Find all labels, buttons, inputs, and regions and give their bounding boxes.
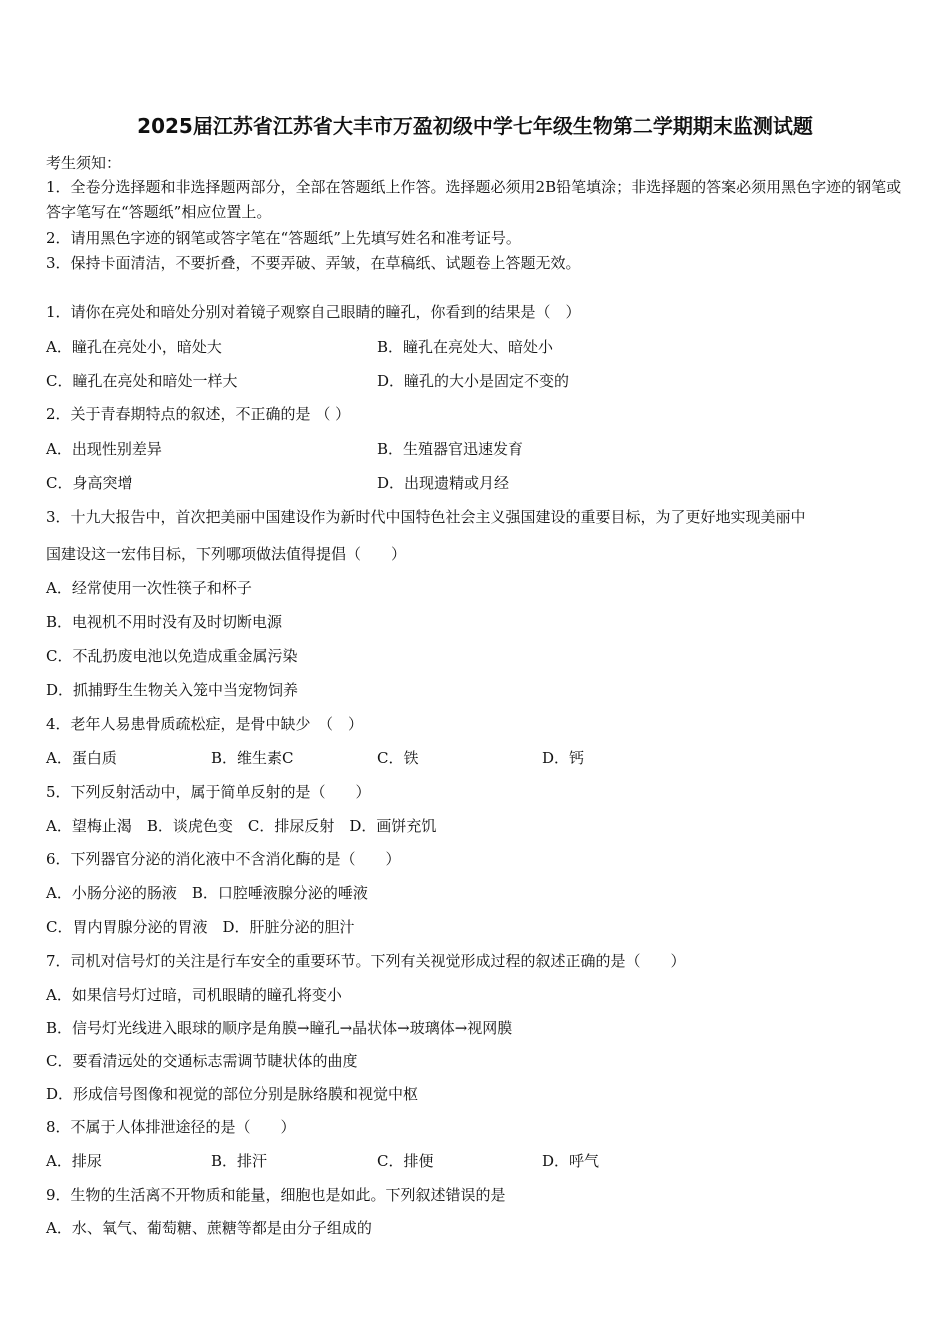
q7-option-b[interactable]: B．信号灯光线进入眼球的顺序是角膜→瞳孔→晶状体→玻璃体→视网膜 — [46, 1019, 513, 1037]
notice-item-2: 2．请用黑色字迹的钢笔或答字笔在“答题纸”上先填写姓名和准考证号。 — [46, 229, 521, 247]
q3-option-a[interactable]: A．经常使用一次性筷子和杯子 — [46, 579, 252, 597]
notice-item-3: 3．保持卡面清洁，不要折叠，不要弄破、弄皱，在草稿纸、试题卷上答题无效。 — [46, 254, 581, 272]
page-title: 2025届江苏省江苏省大丰市万盈初级中学七年级生物第二学期期末监测试题 — [137, 114, 813, 138]
question-5-stem: 5．下列反射活动中，属于简单反射的是（ ） — [46, 783, 371, 801]
q4-option-d[interactable]: D．钙 — [542, 749, 585, 767]
q7-option-a[interactable]: A．如果信号灯过暗，司机眼睛的瞳孔将变小 — [46, 986, 342, 1004]
q4-option-b[interactable]: B．维生素C — [211, 749, 294, 767]
q8-option-a[interactable]: A．排尿 — [46, 1152, 102, 1170]
question-8-stem: 8．不属于人体排泄途径的是（ ） — [46, 1118, 296, 1136]
question-9-stem: 9．生物的生活离不开物质和能量，细胞也是如此。下列叙述错误的是 — [46, 1186, 506, 1204]
q1-option-a[interactable]: A．瞳孔在亮处小，暗处大 — [46, 338, 222, 356]
q7-option-d[interactable]: D．形成信号图像和视觉的部位分别是脉络膜和视觉中枢 — [46, 1085, 419, 1103]
q4-option-a[interactable]: A．蛋白质 — [46, 749, 117, 767]
q8-option-c[interactable]: C．排便 — [377, 1152, 434, 1170]
q6-options-line2[interactable]: C．胃内胃腺分泌的胃液 D．肝脏分泌的胆汁 — [46, 918, 355, 936]
question-7-stem: 7．司机对信号灯的关注是行车安全的重要环节。下列有关视觉形成过程的叙述正确的是（ ） — [46, 952, 686, 970]
q3-option-c[interactable]: C．不乱扔废电池以免造成重金属污染 — [46, 647, 298, 665]
q9-option-a[interactable]: A．水、氧气、葡萄糖、蔗糖等都是由分子组成的 — [46, 1219, 372, 1237]
q2-option-c[interactable]: C．身高突增 — [46, 474, 133, 492]
q6-options-line1[interactable]: A．小肠分泌的肠液 B．口腔唾液腺分泌的唾液 — [46, 884, 368, 902]
q8-option-b[interactable]: B．排汗 — [211, 1152, 268, 1170]
q2-option-a[interactable]: A．出现性别差异 — [46, 440, 162, 458]
question-3-stem-line1: 3．十九大报告中，首次把美丽中国建设作为新时代中国特色社会主义强国建设的重要目标，为了更好地实现美丽中 — [46, 508, 806, 526]
q2-option-b[interactable]: B．生殖器官迅速发育 — [377, 440, 524, 458]
question-3-stem-line2: 国建设这一宏伟目标，下列哪项做法值得提倡（ ） — [46, 545, 407, 563]
q3-option-d[interactable]: D．抓捕野生生物关入笼中当宠物饲养 — [46, 681, 299, 699]
question-2-stem: 2．关于青春期特点的叙述，不正确的是 （ ） — [46, 405, 351, 423]
question-6-stem: 6．下列器官分泌的消化液中不含消化酶的是（ ） — [46, 850, 401, 868]
q3-option-b[interactable]: B．电视机不用时没有及时切断电源 — [46, 613, 283, 631]
question-4-stem: 4．老年人易患骨质疏松症，是骨中缺少 （ ） — [46, 715, 364, 733]
q1-option-d[interactable]: D．瞳孔的大小是固定不变的 — [377, 372, 570, 390]
question-1-stem: 1．请你在亮处和暗处分别对着镜子观察自己眼睛的瞳孔，你看到的结果是（ ） — [46, 303, 581, 321]
notice-heading: 考生须知： — [46, 154, 122, 172]
q7-option-c[interactable]: C．要看清远处的交通标志需调节睫状体的曲度 — [46, 1052, 358, 1070]
q4-option-c[interactable]: C．铁 — [377, 749, 419, 767]
q1-option-b[interactable]: B．瞳孔在亮处大、暗处小 — [377, 338, 554, 356]
q1-option-c[interactable]: C．瞳孔在亮处和暗处一样大 — [46, 372, 238, 390]
q2-option-d[interactable]: D．出现遗精或月经 — [377, 474, 510, 492]
q5-options[interactable]: A．望梅止渴 B．谈虎色变 C．排尿反射 D．画饼充饥 — [46, 817, 437, 835]
notice-item-1: 1．全卷分选择题和非选择题两部分，全部在答题纸上作答。选择题必须用2B铅笔填涂；非选择题的答案必须用黑色字迹的钢笔或答字笔写在“答题纸”相应位置上。 — [46, 178, 902, 221]
q8-option-d[interactable]: D．呼气 — [542, 1152, 600, 1170]
